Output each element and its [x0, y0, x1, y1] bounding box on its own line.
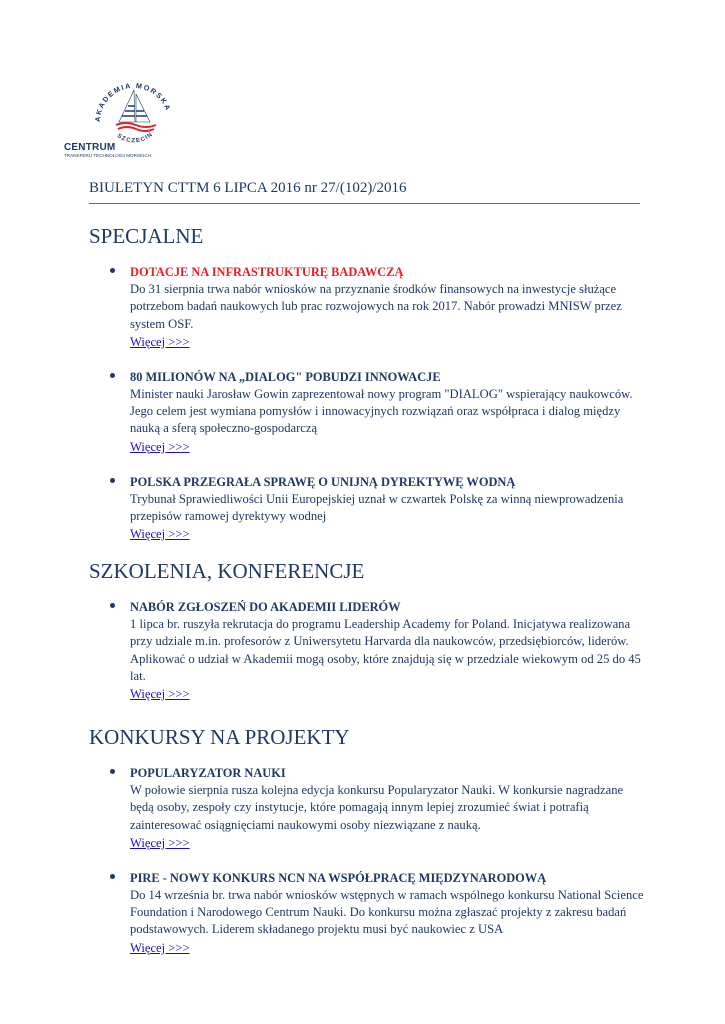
item-title: PIRE - NOWY KONKURS NCN NA WSPÓŁPRACĘ MIĘDZYNARODOWĄ	[130, 870, 547, 885]
logo-arc-text: AKADEMIA MORSKA	[92, 80, 174, 123]
section-list-specjalne	[89, 263, 649, 560]
bullet-icon	[110, 769, 115, 774]
item-text: Do 14 września br. trwa nabór wniosków wstępnych w ramach wspólnego konkursu National Science Foundation i Narodowego Centrum Nauki. Do konkursu można zgłaszać projekty z zakresu badań podstawowych. Liderem składanego projektu musi być naukowiec z USA	[130, 887, 644, 937]
section-list-konkursy	[89, 764, 649, 974]
academy-logo-icon	[86, 70, 186, 150]
logo-city-text: SZCZECIN	[115, 131, 155, 145]
more-link[interactable]: Więcej >>>	[130, 527, 190, 542]
section-list-szkolenia	[89, 598, 649, 720]
item-text: 1 lipca br. ruszyła rekrutacja do programu Leadership Academy for Poland. Inicjatywa realizowana przy udziale m.in. profesorów z Uniwersytetu Harvarda dla naukowców, przedsiębiorców, liderów. Aplikować o udział w Akademii mogą osoby, które znajdują się w przedziale wiekowym od 25 do 45 lat.	[130, 617, 641, 683]
more-link[interactable]: Więcej >>>	[130, 835, 190, 850]
bullet-icon	[110, 373, 115, 378]
list-item	[89, 598, 649, 703]
logo-sub-text: TRANSFERU TECHNOLOGII MORSKICH	[64, 153, 151, 158]
section-title-konkursy: KONKURSY NA PROJEKTY	[89, 725, 350, 749]
list-item	[89, 368, 649, 456]
more-link[interactable]: Więcej >>>	[130, 334, 190, 349]
item-text: Trybunał Sprawiedliwości Unii Europejskiej uznał w czwartek Polskę za winną niewprowadzenia przepisów ramowej dyrektywy wodnej	[130, 491, 624, 524]
more-link[interactable]: Więcej >>>	[130, 940, 190, 955]
item-title: POLSKA PRZEGRAŁA SPRAWĘ O UNIJNĄ DYREKTYWĘ WODNĄ	[130, 474, 516, 489]
section-title-szkolenia: SZKOLENIA, KONFERENCJE	[89, 559, 365, 583]
section-title-specjalne: SPECJALNE	[89, 224, 204, 248]
item-title: POPULARYZATOR NAUKI	[130, 766, 286, 780]
logo-main-text: CENTRUM	[64, 142, 116, 153]
more-link[interactable]: Więcej >>>	[130, 439, 190, 454]
list-item	[89, 263, 649, 351]
more-link[interactable]: Więcej >>>	[130, 687, 190, 702]
bulletin-title: BIULETYN CTTM 6 LIPCA 2016 nr 27/(102)/2016	[89, 180, 640, 204]
bullet-icon	[110, 603, 115, 608]
list-item	[89, 473, 649, 544]
item-text: W połowie sierpnia rusza kolejna edycja konkursu Popularyzator Nauki. W konkursie nagradzane będą osoby, zespoły czy instytucje, które pomagają innym lepiej zrozumieć świat i potrafią zainteresować osiągnięciami naukowymi osoby niezwiązane z nauką.	[130, 783, 624, 832]
item-text: Minister nauki Jarosław Gowin zaprezentował nowy program "DIALOG" wspierający naukowców. Jego celem jest wymiana pomysłów i innowacyjnych rozwiązań oraz współpraca i dialog między nauką a sferą społeczno-gospodarczą	[130, 386, 633, 436]
item-title: 80 MILIONÓW NA „DIALOG" POBUDZI INNOWACJE	[130, 369, 441, 384]
logo-caption	[64, 142, 151, 159]
list-item	[89, 869, 649, 957]
bullet-icon	[110, 874, 115, 879]
item-title: DOTACJE NA INFRASTRUKTURĘ BADAWCZĄ	[130, 265, 404, 279]
item-title: NABÓR ZGŁOSZEŃ DO AKADEMII LIDERÓW	[130, 600, 401, 614]
item-text: Do 31 sierpnia trwa nabór wniosków na przyznanie środków finansowych na inwestycje służące potrzebom badań naukowych lub prac rozwojowych na rok 2017. Nabór prowadzi MNISW przez system OSF.	[130, 282, 622, 331]
bullet-icon	[110, 268, 115, 273]
list-item	[89, 764, 649, 852]
bullet-icon	[110, 478, 115, 483]
